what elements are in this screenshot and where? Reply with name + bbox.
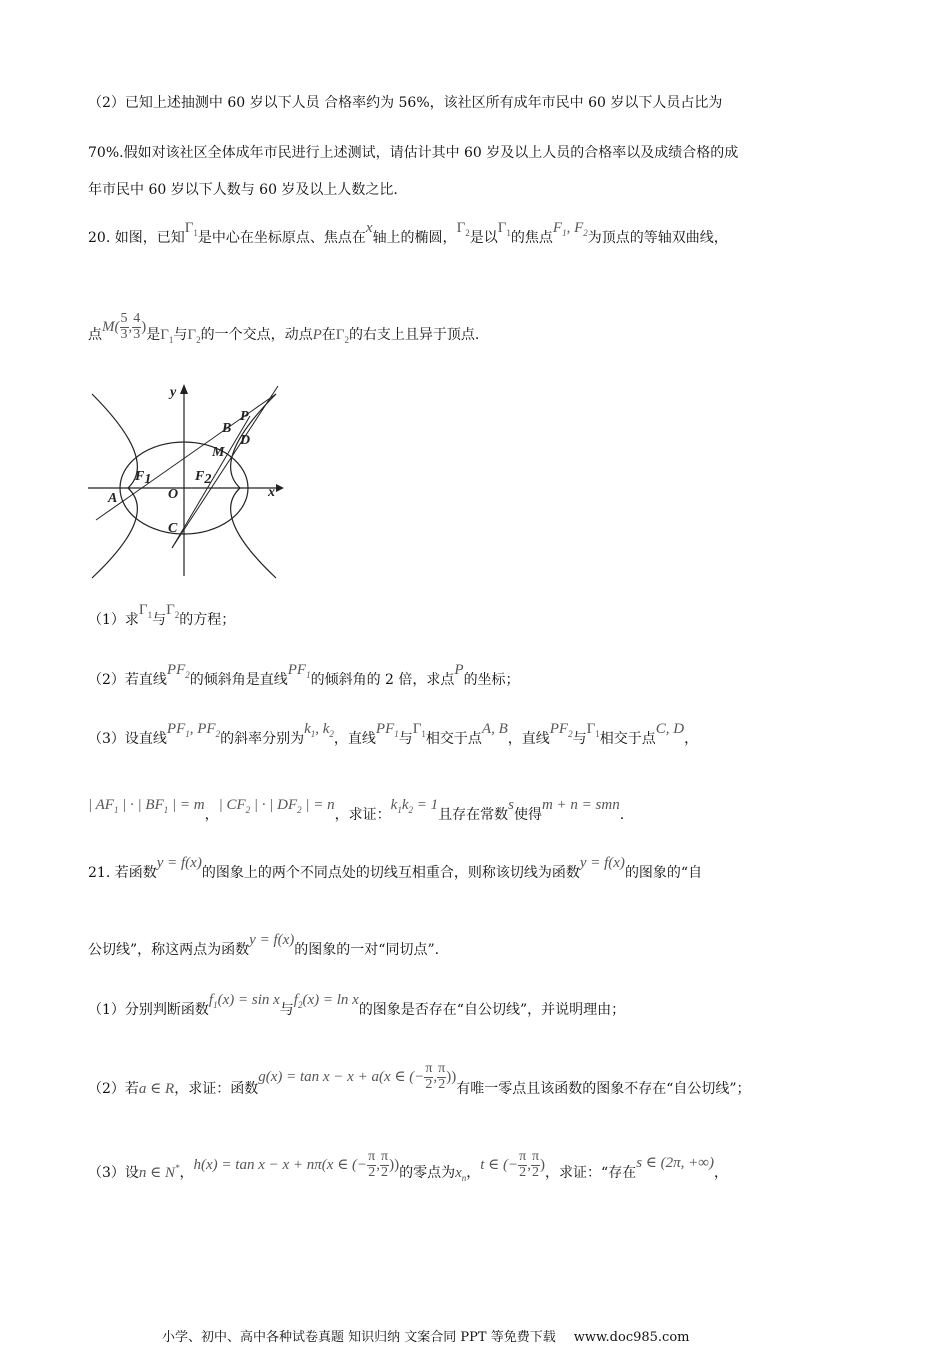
- q21-part1: （1）分别判断函数$f_1(x) = \sin x$与$f_2(x) = \ln x$的图象是否存在“自公切线”，并说明理由；: [88, 992, 626, 1018]
- y-axis-label: y: [170, 385, 177, 400]
- q20-intro: 20. 如图，已知$\Gamma_1$是中心在坐标原点、焦点在x轴上的椭圆，$\Gamma_2$是以$\Gamma_1$的焦点$F_1$, $F_2$为顶点的等轴双曲线，: [88, 220, 728, 246]
- x-axis-label: x: [268, 485, 275, 500]
- focus-f2-label: F2: [195, 469, 212, 487]
- q20-part3: （3）设直线$PF_1$, $PF_2$的斜率分别为$k_1$, $k_2$，直线$PF_1$与$\Gamma_1$相交于点A, B，直线$PF_2$与$\Gamma_1$相交于点C, D，: [88, 721, 699, 747]
- point-m-label: M: [212, 445, 225, 460]
- q20-part2: （2）若直线$PF_2$的倾斜角是直线$PF_1$的倾斜角的 2 倍，求点P的坐标；: [88, 662, 520, 688]
- q19-part2-line2: 70%.假如对该社区全体成年市民进行上述测试，请估计其中 60 岁及以上人员的合格率以及成绩合格的成: [88, 145, 739, 161]
- origin-label: O: [168, 487, 179, 502]
- ellipse-hyperbola-figure: [88, 380, 288, 580]
- q20-part1: （1）求$\Gamma_1$与$\Gamma_2$的方程；: [88, 602, 236, 628]
- q19-part2-line1: （2）已知上述抽测中 60 岁以下人员 合格率约为 56%，该社区所有成年市民中 60 岁以下人员占比为: [88, 95, 723, 111]
- footer-text: 小学、初中、高中各种试卷真题 知识归纳 文案合同 PPT 等免费下载: [162, 1330, 556, 1345]
- point-p-label: P: [240, 409, 249, 424]
- page-footer: [162, 1326, 689, 1345]
- point-c-label: C: [168, 521, 178, 536]
- q20-point-m: 点M( $\frac{5}{3}$ , $\frac{4}{3}$ )是$\Gamma_1$与$\Gamma_2$的一个交点，动点P在$\Gamma_2$的右支上且异于顶点.: [88, 311, 480, 346]
- point-b-label: B: [222, 421, 232, 436]
- q21-part3: （3）设n ∈ N*，h(x) = tan x − x + nπ(x ∈ (− $\frac{\pi}{2}$ , $\frac{\pi}{2}$ ))的零点为$x_n$，t ∈ (− $\frac{\pi}{2}$ , $\frac{\pi}{2}$ )，求证：“存在s ∈ (2π, +∞)，: [88, 1149, 728, 1184]
- focus-f1-label: F1: [135, 469, 152, 487]
- point-a-label: A: [108, 491, 118, 506]
- q21-part2: （2）若a ∈ R，求证：函数g(x) = tan x − x + a(x ∈ (− $\frac{\pi}{2}$ , $\frac{\pi}{2}$ ))有唯一零点且该函数的图象不存在“自公切线”；: [88, 1061, 751, 1098]
- q21-line2: 公切线”，称这两点为函数y = f(x)的图象的一对“同切点”.: [88, 932, 440, 958]
- q21-line1: 21. 若函数y = f(x)的图象上的两个不同点处的切线互相重合，则称该切线为函数y = f(x)的图象的“自: [88, 855, 703, 881]
- point-d-label: D: [240, 433, 251, 448]
- q20-part3-cont: | $AF_1$ | · | $BF_1$ | = m，| $CF_2$ | · | $DF_2$ | = n，求证：$k_1k_2 = 1$且存在常数s使得m + n = smn.: [88, 797, 625, 823]
- q19-part2-line3: 年市民中 60 岁以下人数与 60 岁及以上人数之比.: [88, 182, 398, 198]
- footer-url[interactable]: www.doc985.com: [573, 1330, 690, 1345]
